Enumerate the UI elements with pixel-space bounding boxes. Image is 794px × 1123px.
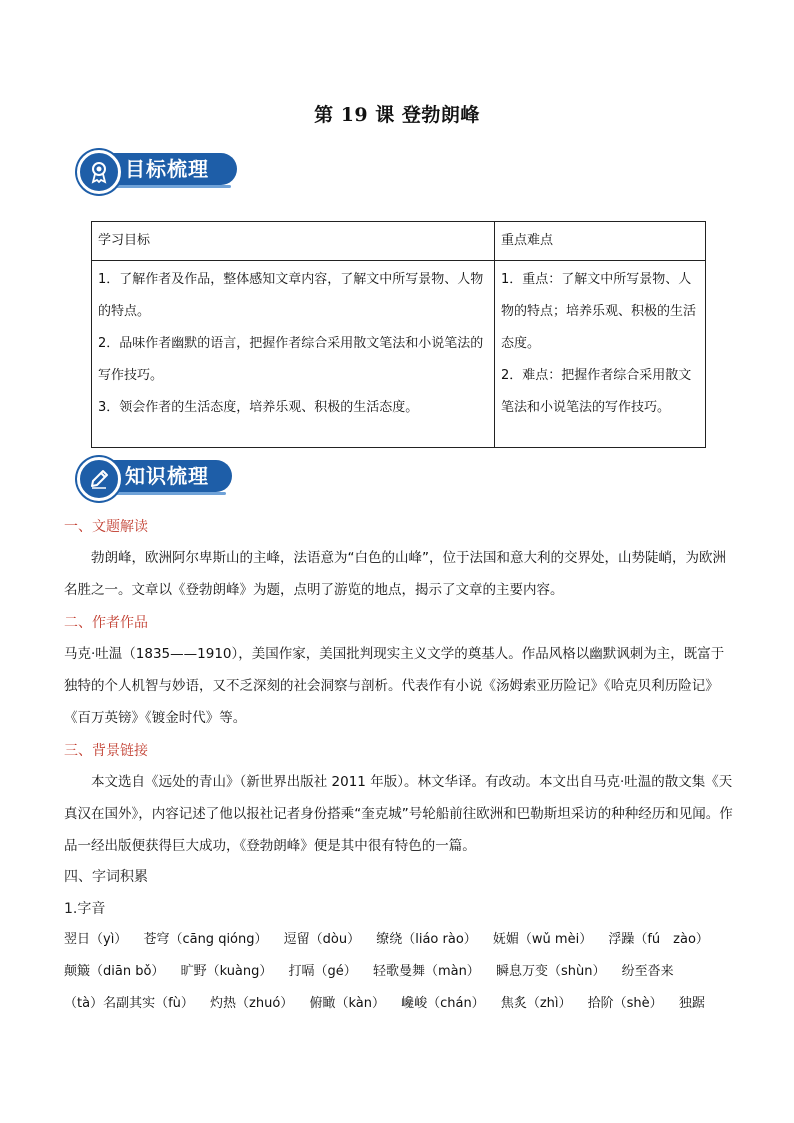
pinyin-item: 妩媚（wǔ mèi） bbox=[492, 932, 593, 947]
pinyin-item: 瞬息万变（shùn） bbox=[495, 964, 606, 979]
pinyin-row bbox=[64, 962, 744, 982]
pinyin-item: 苍穹（cāng qióng） bbox=[143, 932, 268, 947]
pinyin-item: 独踞 bbox=[678, 996, 705, 1011]
pinyin-item: 缭绕（liáo rào） bbox=[376, 932, 477, 947]
pinyin-item: 灼热（zhuó） bbox=[210, 996, 294, 1011]
section-title-author: 二、作者作品 bbox=[64, 615, 148, 631]
section-text-background: 本文选自《远处的青山》（新世界出版社 2011 年版）。林文华译。有改动。本文出自马克·吐温的散文集《天真汉在国外》，内容记述了他以报社记者身份搭乘“奎克城”号轮船前往欧洲和巴勒斯坦采访的种种经历和见闻。作品一经出版便获得巨大成功，《登勃朗峰》便是其中很有特色的一篇。 bbox=[64, 774, 733, 854]
pinyin-item: 俯瞰（kàn） bbox=[309, 996, 385, 1011]
banner-knowledge bbox=[77, 457, 232, 497]
goal-item: 2．品味作者幽默的语言，把握作者综合采用散文笔法和小说笔法的写作技巧。 bbox=[98, 336, 484, 383]
table-header-goals: 学习目标 bbox=[92, 222, 495, 261]
goals-cell bbox=[92, 261, 495, 448]
pinyin-item: 逗留（dòu） bbox=[283, 932, 361, 947]
keypoint-item: 2．难点：把握作者综合采用散文笔法和小说笔法的写作技巧。 bbox=[501, 368, 692, 415]
page-title: 第 19 课 登勃朗峰 bbox=[314, 104, 480, 126]
banner-goals-label: 目标梳理 bbox=[125, 157, 209, 181]
banner-knowledge-label: 知识梳理 bbox=[125, 464, 209, 488]
section-title-interpretation: 一、文题解读 bbox=[64, 519, 148, 535]
keypoint-item: 1．重点：了解文中所写景物、人物的特点；培养乐观、积极的生活态度。 bbox=[501, 272, 697, 351]
banner-goals bbox=[77, 150, 237, 190]
pinyin-item: 焦炙（zhì） bbox=[500, 996, 572, 1011]
goal-item: 1．了解作者及作品，整体感知文章内容，了解文中所写景物、人物的特点。 bbox=[98, 272, 484, 319]
goals-table bbox=[91, 221, 706, 448]
award-icon bbox=[77, 150, 121, 194]
subsection-title-pronunciation: 1.字音 bbox=[64, 901, 106, 917]
section-title-background: 三、背景链接 bbox=[64, 743, 148, 759]
pinyin-item: 打嗝（gé） bbox=[288, 964, 357, 979]
pinyin-item: 浮躁（fú zào） bbox=[608, 932, 709, 947]
pinyin-item: （tà）名副其实（fù） bbox=[64, 996, 194, 1011]
goal-item: 3．领会作者的生活态度，培养乐观、积极的生活态度。 bbox=[98, 400, 419, 415]
section-title-vocabulary: 四、字词积累 bbox=[64, 869, 148, 885]
pinyin-item: 颠簸（diān bǒ） bbox=[64, 964, 165, 979]
pinyin-item: 轻歌曼舞（màn） bbox=[372, 964, 480, 979]
pinyin-item: 巉峻（chán） bbox=[401, 996, 485, 1011]
pinyin-item: 拾阶（shè） bbox=[587, 996, 663, 1011]
section-text-author: 马克·吐温（1835——1910），美国作家，美国批判现实主义文学的奠基人。作品风格以幽默讽刺为主，既富于独特的个人机智与妙语，又不乏深刻的社会洞察与剖析。代表作有小说《汤姆索亚历险记》《哈克贝利历险记》《百万英镑》《镀金时代》等。 bbox=[64, 646, 725, 726]
table-header-keypoints: 重点难点 bbox=[495, 222, 706, 261]
pinyin-item: 翌日（yì） bbox=[64, 932, 128, 947]
pinyin-item: 旷野（kuàng） bbox=[180, 964, 273, 979]
pencil-icon bbox=[77, 457, 121, 501]
pinyin-item: 纷至沓来 bbox=[621, 964, 674, 979]
keypoints-cell bbox=[495, 261, 706, 448]
section-text-interpretation: 勃朗峰，欧洲阿尔卑斯山的主峰，法语意为“白色的山峰”，位于法国和意大利的交界处，山势陡峭，为欧洲名胜之一。文章以《登勃朗峰》为题，点明了游览的地点，揭示了文章的主要内容。 bbox=[64, 550, 726, 598]
pinyin-row bbox=[64, 994, 744, 1014]
pinyin-row bbox=[64, 930, 744, 950]
